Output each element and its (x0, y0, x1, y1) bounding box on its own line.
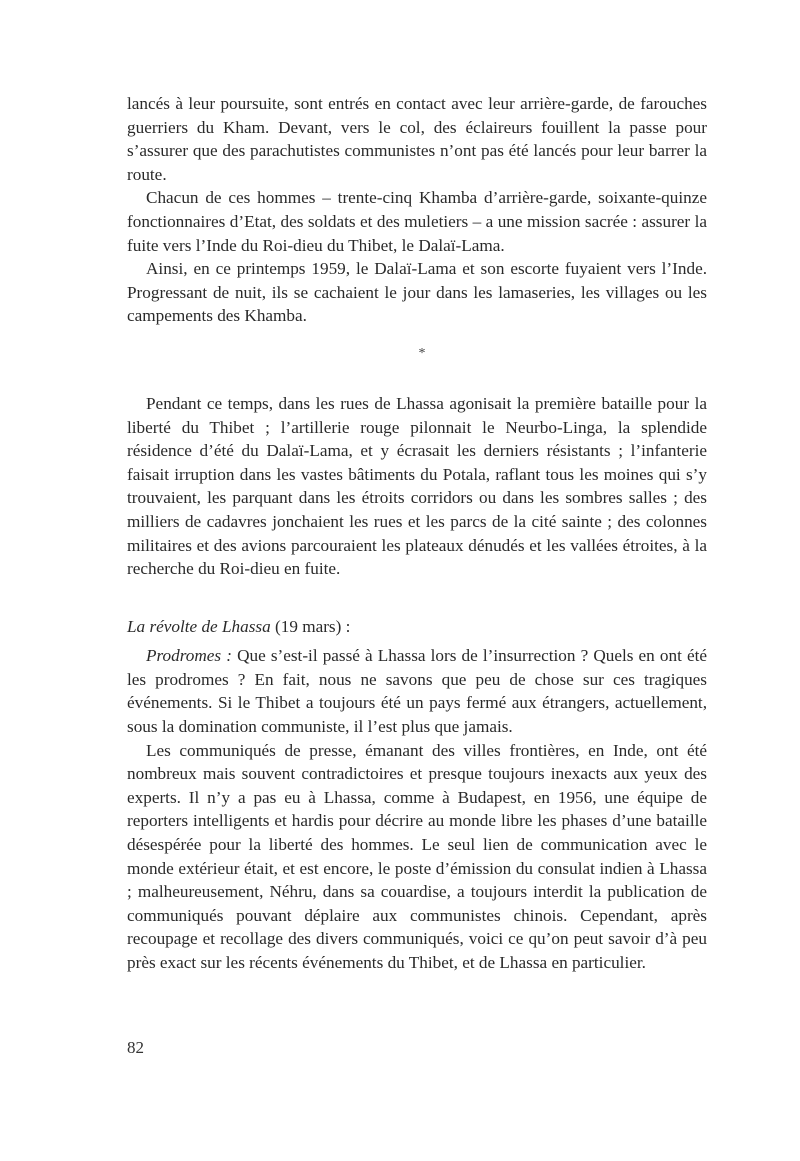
prodromes-lead: Prodromes : (146, 646, 232, 666)
paragraph-mission: Chacun de ces hommes – trente-cinq Khamba d’arrière-garde, soixante-quinze fonctionnaires d’Etat, des soldats et des muletiers – a une mission sacrée : assurer la fuite vers l’Inde du Roi-dieu du Thibet, le Dalaï-Lama. (127, 188, 707, 255)
paragraph-lhassa-battle: Pendant ce temps, dans les rues de Lhassa agonisait la première bataille pour la liberté du Thibet ; l’artillerie rouge pilonnait le Neurbo-Linga, la splendide résidence d’été du Dalaï-Lama, et y écrasait les derniers résistants ; l’infanterie faisait irruption dans les vastes bâtiments du Potala, raflant tous les moines qui s’y trouvaient, les parquant dans les étroits corridors ou dans les sombres salles ; des milliers de cadavres jonchaient les rues et les parcs de la cité sainte ; des colonnes militaires et des avions parcouraient les plateaux dénudés et les vallées étroites, à la recherche du Roi-dieu en fuite. (127, 393, 707, 579)
page-number: 82 (127, 1038, 144, 1057)
paragraph-continuation: lancés à leur poursuite, sont entrés en contact avec leur arrière-garde, de farouches guerriers du Kham. Devant, vers le col, des éclaireurs fouillent la passe pour s’assurer que des parachutistes communistes n’ont pas été lancés pour leur barrer la route. (127, 94, 707, 184)
paragraph-escape: Ainsi, en ce printemps 1959, le Dalaï-Lama et son escorte fuyaient vers l’Inde. Progressant de nuit, ils se cachaient le jour dans les lamaseries, les villages ou les campements des Khamba. (127, 259, 707, 326)
section-heading (127, 615, 707, 639)
paragraph-prodromes (127, 644, 707, 738)
section-heading-title: La révolte de Lhassa (127, 616, 271, 636)
section-separator: * (418, 345, 426, 361)
paragraph-communiques: Les communiqués de presse, émanant des villes frontières, en Inde, ont été nombreux mais souvent contradictoires et presque toujours inexacts aux yeux des experts. Il n’y a pas eu à Lhassa, comme à Budapest, en 1956, une équipe de reporters intelligents et hardis pour décrire au monde libre les phases d’une bataille désespérée pour la liberté des hommes. Le seul lien de communication avec le monde extérieur était, et est encore, le poste d’émission du consulat indien à Lhassa ; malheureusement, Néhru, dans sa couardise, a toujours interdit la publication de communiqués pouvant déplaire aux communistes chinois. Cependant, après recoupage et recollage des divers communiqués, voici ce qu’on peut savoir d’à peu près exact sur les récents événements du Thibet, et de Lhassa en particulier. (127, 740, 707, 972)
prodromes-text: Que s’est-il passé à Lhassa lors de l’insurrection ? Quels en ont été les prodromes ? En fait, nous ne savons que peu de chose sur ces tragiques événements. Si le Thibet a toujours été un pays fermé aux étrangers, actuellement, sous la domination communiste, il l’est plus que jamais. (127, 646, 707, 737)
page-body (127, 92, 707, 975)
section-heading-date: (19 mars) : (270, 616, 351, 636)
